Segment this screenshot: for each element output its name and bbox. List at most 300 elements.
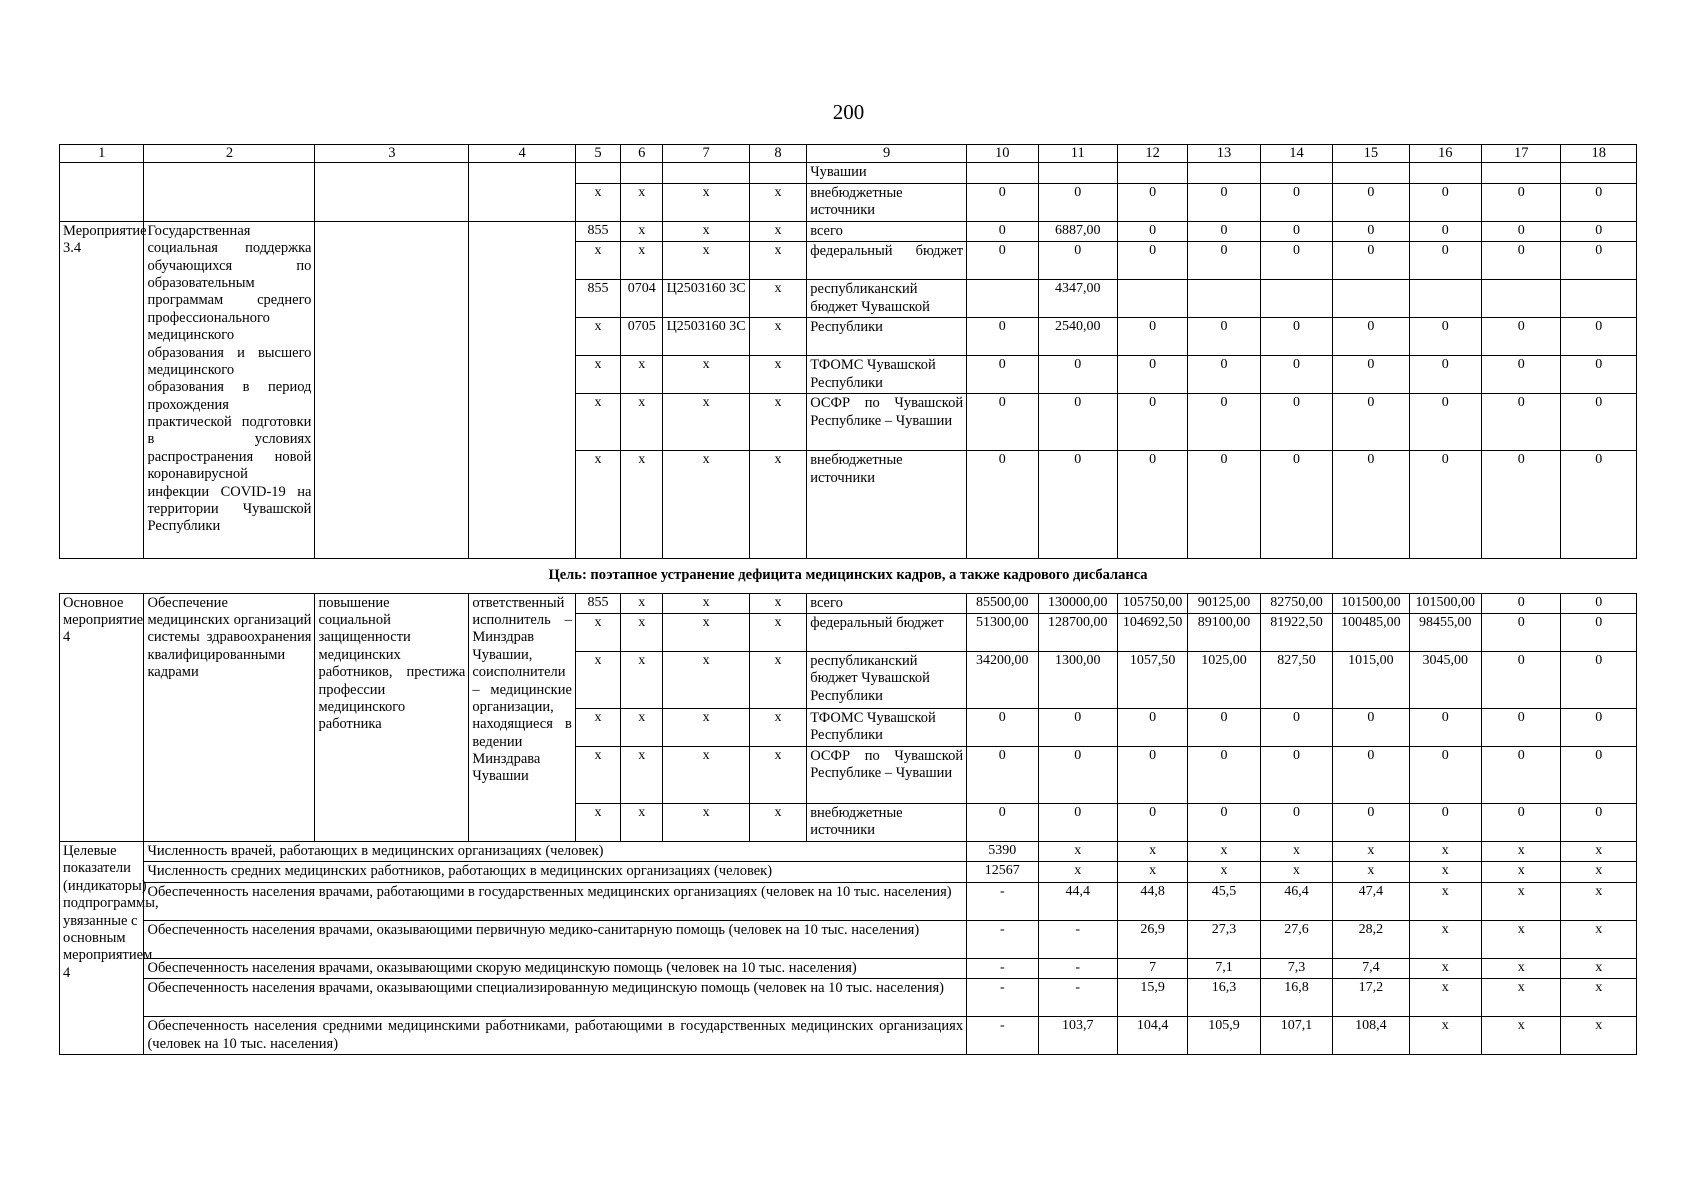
cell-value: 0 — [1117, 746, 1187, 803]
cell-expense-group: x — [749, 651, 806, 708]
cell-funding-source: внебюджетные источники — [807, 451, 967, 559]
cell-funding-source: внебюджетные источники — [807, 183, 967, 221]
cell-value: 7 — [1117, 958, 1187, 978]
cell-value: 0 — [1333, 183, 1409, 221]
header-row — [60, 145, 1637, 163]
cell-value: x — [1409, 841, 1481, 861]
cell-value: 0 — [1481, 803, 1560, 841]
cell-value: 0 — [1409, 318, 1481, 356]
table-row — [60, 593, 1637, 613]
cell-value: 0 — [1333, 394, 1409, 451]
cell-value: 108,4 — [1333, 1017, 1409, 1055]
header-cell: 9 — [807, 145, 967, 163]
cell-target-article: x — [663, 221, 749, 241]
cell-section: x — [621, 803, 663, 841]
goal-heading: Цель: поэтапное устранение дефицита медицинских кадров, а также кадрового дисбаланса — [60, 559, 1637, 593]
cell-value: 0 — [1038, 394, 1117, 451]
cell-empty — [1333, 163, 1409, 183]
cell-value: 0 — [1333, 451, 1409, 559]
cell-section: x — [621, 356, 663, 394]
cell-value: 0 — [1260, 746, 1332, 803]
cell-value: 98455,00 — [1409, 613, 1481, 651]
cell-value — [1117, 280, 1187, 318]
cell-value: 0 — [1188, 803, 1260, 841]
cell-target-article: Ц2503160 3С — [663, 280, 749, 318]
cell-indicator-text: Обеспеченность населения врачами, оказывающими первичную медико-санитарную помощь (человек на 10 тыс. населения) — [144, 920, 967, 958]
header-cell: 8 — [749, 145, 806, 163]
cell-value: 0 — [1333, 356, 1409, 394]
cell-executor: ответственный исполнитель – Минздрав Чувашии, соисполнители – медицинские организации, находящиеся в ведении Минздрава Чувашии — [469, 593, 576, 841]
cell-value: 0 — [1038, 451, 1117, 559]
cell-value: x — [1117, 862, 1187, 882]
cell-grbs: x — [575, 708, 620, 746]
cell-funding-source: всего — [807, 593, 967, 613]
cell-value: 0 — [1481, 356, 1560, 394]
cell-target-article: Ц2503160 3С — [663, 318, 749, 356]
header-cell: 5 — [575, 145, 620, 163]
cell-value: 0 — [1561, 803, 1637, 841]
cell-value: 45,5 — [1188, 882, 1260, 920]
cell-grbs: x — [575, 451, 620, 559]
cell-value: 0 — [1260, 183, 1332, 221]
cell-funding-source: республиканский бюджет Чувашской Республики — [807, 651, 967, 708]
cell-value: x — [1481, 1017, 1560, 1055]
table-row — [60, 163, 1637, 183]
cell-value — [967, 280, 1038, 318]
cell-section: x — [621, 451, 663, 559]
cell-value: x — [1409, 920, 1481, 958]
cell-value: 0 — [1409, 183, 1481, 221]
cell-funding-source: ОСФР по Чувашской Республике – Чувашии — [807, 746, 967, 803]
cell-empty — [575, 163, 620, 183]
cell-value: 104,4 — [1117, 1017, 1187, 1055]
cell-value: 0 — [1117, 221, 1187, 241]
program-table — [59, 144, 1637, 1055]
cell-funding-source: федеральный бюджет — [807, 613, 967, 651]
cell-value — [1409, 280, 1481, 318]
cell-indicator-text: Обеспеченность населения средними медицинскими работниками, работающими в государственных медицинских организациях (человек на 10 тыс. населения) — [144, 1017, 967, 1055]
cell-value: x — [1561, 862, 1637, 882]
cell-value: x — [1561, 979, 1637, 1017]
cell-value: 7,4 — [1333, 958, 1409, 978]
cell-value: - — [967, 979, 1038, 1017]
cell-target-article: x — [663, 708, 749, 746]
cell-value: 0 — [967, 221, 1038, 241]
cell-value: 0 — [967, 803, 1038, 841]
cell-value: x — [1038, 841, 1117, 861]
cell-empty — [1409, 163, 1481, 183]
cell-value: 0 — [1117, 183, 1187, 221]
table-body — [60, 145, 1637, 1055]
cell-value: x — [1333, 841, 1409, 861]
cell-empty — [967, 163, 1038, 183]
cell-section: x — [621, 394, 663, 451]
cell-value: 0 — [1481, 242, 1560, 280]
cell-grbs: x — [575, 651, 620, 708]
cell-section: x — [621, 593, 663, 613]
cell-value: x — [1481, 862, 1560, 882]
cell-empty — [144, 163, 315, 221]
cell-value: 44,8 — [1117, 882, 1187, 920]
cell-value: 3045,00 — [1409, 651, 1481, 708]
cell-value: x — [1333, 862, 1409, 882]
cell-value: 0 — [1260, 318, 1332, 356]
cell-value: 100485,00 — [1333, 613, 1409, 651]
cell-grbs: 855 — [575, 593, 620, 613]
cell-empty — [1260, 163, 1332, 183]
cell-grbs: x — [575, 394, 620, 451]
cell-value — [1188, 280, 1260, 318]
cell-value: x — [1260, 862, 1332, 882]
cell-grbs: 855 — [575, 221, 620, 241]
cell-value: 128700,00 — [1038, 613, 1117, 651]
indicator-row — [60, 979, 1637, 1017]
cell-value: - — [1038, 958, 1117, 978]
cell-value: 1025,00 — [1188, 651, 1260, 708]
cell-funding-source: всего — [807, 221, 967, 241]
cell-empty — [1561, 163, 1637, 183]
cell-value: 0 — [1188, 242, 1260, 280]
cell-value: 104692,50 — [1117, 613, 1187, 651]
cell-value: 0 — [1561, 318, 1637, 356]
cell-section: x — [621, 708, 663, 746]
cell-value: 0 — [1481, 394, 1560, 451]
cell-expense-group: x — [749, 613, 806, 651]
cell-value: 15,9 — [1117, 979, 1187, 1017]
cell-value: 0 — [1333, 746, 1409, 803]
cell-empty — [621, 163, 663, 183]
cell-value: 0 — [1561, 183, 1637, 221]
cell-value: 0 — [1188, 183, 1260, 221]
cell-value: 0 — [1561, 221, 1637, 241]
cell-value: 46,4 — [1260, 882, 1332, 920]
cell-target-article: x — [663, 651, 749, 708]
cell-value: 130000,00 — [1038, 593, 1117, 613]
cell-value — [1260, 280, 1332, 318]
cell-grbs: x — [575, 746, 620, 803]
cell-value: 0 — [1117, 708, 1187, 746]
cell-value: 0 — [1188, 746, 1260, 803]
cell-value: 0 — [1038, 803, 1117, 841]
cell-value: 47,4 — [1333, 882, 1409, 920]
cell-funding-source: внебюджетные источники — [807, 803, 967, 841]
cell-value: 90125,00 — [1188, 593, 1260, 613]
cell-value: - — [967, 1017, 1038, 1055]
cell-empty — [60, 163, 144, 221]
cell-value: 0 — [1333, 708, 1409, 746]
header-cell: 4 — [469, 145, 576, 163]
header-cell: 18 — [1561, 145, 1637, 163]
page-number: 200 — [832, 100, 865, 124]
cell-value: 0 — [1188, 451, 1260, 559]
cell-value: 0 — [1038, 708, 1117, 746]
cell-value: 0 — [1409, 394, 1481, 451]
cell-value — [1333, 280, 1409, 318]
cell-empty — [1038, 163, 1117, 183]
cell-value: - — [1038, 979, 1117, 1017]
cell-value: 0 — [1481, 613, 1560, 651]
indicator-row — [60, 1017, 1637, 1055]
cell-value: 0 — [967, 318, 1038, 356]
cell-measure-name: Государственная социальная поддержка обучающихся по образовательным программам среднего профессионального медицинского образования и высшего медицинского образования в период прохождения практической подготовки в условиях распространения новой коронавирусной инфекции COVID-19 на территории Чувашской Республики — [144, 221, 315, 558]
cell-indicator-text: Обеспеченность населения врачами, оказывающими скорую медицинскую помощь (человек на 10 тыс. населения) — [144, 958, 967, 978]
cell-value: 0 — [1481, 746, 1560, 803]
indicator-row — [60, 958, 1637, 978]
cell-section: 0705 — [621, 318, 663, 356]
cell-value: 0 — [1333, 242, 1409, 280]
header-cell: 11 — [1038, 145, 1117, 163]
cell-funding-source: Республики — [807, 318, 967, 356]
cell-value: 0 — [967, 356, 1038, 394]
cell-value: 0 — [1038, 356, 1117, 394]
cell-value: 0 — [1561, 708, 1637, 746]
cell-value: 0 — [967, 183, 1038, 221]
cell-expense-group: x — [749, 318, 806, 356]
cell-value: 0 — [1188, 356, 1260, 394]
cell-value: 0 — [1409, 708, 1481, 746]
cell-value: 0 — [967, 451, 1038, 559]
cell-section: x — [621, 651, 663, 708]
header-cell: 2 — [144, 145, 315, 163]
cell-value: - — [967, 958, 1038, 978]
cell-value: 101500,00 — [1409, 593, 1481, 613]
cell-grbs: x — [575, 318, 620, 356]
cell-expense-group: x — [749, 394, 806, 451]
cell-target-article: x — [663, 613, 749, 651]
header-cell: 1 — [60, 145, 144, 163]
cell-expense-group: x — [749, 242, 806, 280]
header-cell: 7 — [663, 145, 749, 163]
header-cell: 3 — [315, 145, 469, 163]
cell-value: 17,2 — [1333, 979, 1409, 1017]
cell-grbs: x — [575, 356, 620, 394]
cell-section: x — [621, 242, 663, 280]
cell-value: 0 — [1260, 451, 1332, 559]
cell-value: 0 — [1188, 318, 1260, 356]
cell-expected-result: повышение социальной защищенности медицинских работников, престижа профессии медицинского работника — [315, 593, 469, 841]
cell-value: 0 — [1409, 242, 1481, 280]
cell-value: 0 — [1188, 221, 1260, 241]
cell-value: 7,3 — [1260, 958, 1332, 978]
cell-value: 0 — [1481, 593, 1560, 613]
cell-value: 0 — [1333, 221, 1409, 241]
cell-empty — [663, 163, 749, 183]
cell-value: 0 — [1117, 356, 1187, 394]
cell-value: 0 — [1260, 356, 1332, 394]
cell-value: 0 — [1260, 394, 1332, 451]
cell-value: 0 — [1333, 803, 1409, 841]
cell-value: 0 — [1117, 242, 1187, 280]
cell-value: 0 — [1561, 651, 1637, 708]
cell-grbs: x — [575, 613, 620, 651]
cell-funding-source: ОСФР по Чувашской Республике – Чувашии — [807, 394, 967, 451]
header-cell: 14 — [1260, 145, 1332, 163]
cell-value: 0 — [1260, 242, 1332, 280]
cell-measure-name: Обеспечение медицинских организаций системы здравоохранения квалифицированными кадрами — [144, 593, 315, 841]
header-cell: 16 — [1409, 145, 1481, 163]
indicator-row — [60, 882, 1637, 920]
cell-value: 0 — [967, 242, 1038, 280]
cell-value: 0 — [1038, 242, 1117, 280]
cell-value: 51300,00 — [967, 613, 1038, 651]
cell-value: x — [1409, 958, 1481, 978]
cell-value: 1300,00 — [1038, 651, 1117, 708]
cell-target-article: x — [663, 451, 749, 559]
cell-section: x — [621, 613, 663, 651]
cell-indicator-text: Численность врачей, работающих в медицинских организациях (человек) — [144, 841, 967, 861]
cell-expense-group: x — [749, 451, 806, 559]
cell-value: x — [1481, 958, 1560, 978]
cell-value: x — [1481, 920, 1560, 958]
cell-value: 1015,00 — [1333, 651, 1409, 708]
cell-value: 0 — [967, 394, 1038, 451]
cell-value: 26,9 — [1117, 920, 1187, 958]
cell-value: 0 — [1038, 746, 1117, 803]
cell-empty — [315, 221, 469, 558]
cell-value: 89100,00 — [1188, 613, 1260, 651]
cell-value: 6887,00 — [1038, 221, 1117, 241]
cell-value: 105750,00 — [1117, 593, 1187, 613]
cell-value: 105,9 — [1188, 1017, 1260, 1055]
cell-grbs: x — [575, 803, 620, 841]
cell-value: 27,3 — [1188, 920, 1260, 958]
cell-value — [1481, 280, 1560, 318]
cell-value: x — [1409, 1017, 1481, 1055]
cell-value: 85500,00 — [967, 593, 1038, 613]
cell-indicator-text: Обеспеченность населения врачами, работающими в государственных медицинских организациях (человек на 10 тыс. населения) — [144, 882, 967, 920]
cell-value: 0 — [1333, 318, 1409, 356]
cell-value: 103,7 — [1038, 1017, 1117, 1055]
cell-expense-group: x — [749, 803, 806, 841]
cell-value: 82750,00 — [1260, 593, 1332, 613]
cell-value: 0 — [1481, 451, 1560, 559]
cell-value: - — [967, 882, 1038, 920]
cell-target-article: x — [663, 593, 749, 613]
goal-row — [60, 559, 1637, 593]
cell-value: - — [1038, 920, 1117, 958]
cell-value: x — [1038, 862, 1117, 882]
cell-funding-source: республиканский бюджет Чувашской — [807, 280, 967, 318]
header-cell: 15 — [1333, 145, 1409, 163]
cell-indicator-text: Численность средних медицинских работников, работающих в медицинских организациях (человек) — [144, 862, 967, 882]
cell-value: 28,2 — [1333, 920, 1409, 958]
cell-section: 0704 — [621, 280, 663, 318]
indicator-row — [60, 862, 1637, 882]
cell-value: 0 — [1561, 746, 1637, 803]
cell-value: x — [1561, 920, 1637, 958]
cell-target-article: x — [663, 746, 749, 803]
cell-section: x — [621, 221, 663, 241]
cell-value: x — [1260, 841, 1332, 861]
cell-value — [1561, 280, 1637, 318]
cell-empty — [1117, 163, 1187, 183]
cell-target-article: x — [663, 183, 749, 221]
header-cell: 17 — [1481, 145, 1560, 163]
cell-value: x — [1188, 862, 1260, 882]
cell-value: 0 — [1481, 318, 1560, 356]
cell-value: 16,3 — [1188, 979, 1260, 1017]
cell-value: 34200,00 — [967, 651, 1038, 708]
cell-value: x — [1561, 882, 1637, 920]
header-cell: 12 — [1117, 145, 1187, 163]
cell-value: 0 — [1561, 593, 1637, 613]
cell-value: 0 — [1038, 183, 1117, 221]
cell-target-article: x — [663, 356, 749, 394]
cell-funding-source: федеральный бюджет — [807, 242, 967, 280]
cell-funding-source: ТФОМС Чувашской Республики — [807, 708, 967, 746]
cell-value: 27,6 — [1260, 920, 1332, 958]
cell-value: 0 — [1561, 356, 1637, 394]
cell-expense-group: x — [749, 280, 806, 318]
header-cell: 10 — [967, 145, 1038, 163]
cell-source-continuation: Чувашии — [807, 163, 967, 183]
cell-value: x — [1409, 882, 1481, 920]
table-row — [60, 221, 1637, 241]
cell-value: 0 — [1561, 394, 1637, 451]
cell-value: 0 — [1260, 221, 1332, 241]
indicator-row — [60, 841, 1637, 861]
cell-indicators-label: Целевые показатели (индикаторы) подпрограммы, увязанные с основным мероприятием 4 — [60, 841, 144, 1054]
cell-funding-source: ТФОМС Чувашской Республики — [807, 356, 967, 394]
cell-empty — [469, 221, 576, 558]
cell-value: 0 — [1117, 318, 1187, 356]
cell-expense-group: x — [749, 593, 806, 613]
cell-indicator-text: Обеспеченность населения врачами, оказывающими специализированную медицинскую помощь (человек на 10 тыс. населения) — [144, 979, 967, 1017]
cell-section: x — [621, 183, 663, 221]
cell-value: 827,50 — [1260, 651, 1332, 708]
cell-grbs: x — [575, 242, 620, 280]
cell-value: 0 — [1117, 803, 1187, 841]
cell-value: 0 — [1117, 394, 1187, 451]
cell-target-article: x — [663, 242, 749, 280]
cell-value: 0 — [1481, 183, 1560, 221]
cell-value: 4347,00 — [1038, 280, 1117, 318]
cell-expense-group: x — [749, 221, 806, 241]
header-cell: 6 — [621, 145, 663, 163]
cell-empty — [749, 163, 806, 183]
cell-value: 44,4 — [1038, 882, 1117, 920]
cell-value: 81922,50 — [1260, 613, 1332, 651]
cell-empty — [315, 163, 469, 221]
cell-value: x — [1481, 979, 1560, 1017]
cell-empty — [1188, 163, 1260, 183]
cell-value: 0 — [1260, 708, 1332, 746]
cell-value: 0 — [1117, 451, 1187, 559]
cell-value: 0 — [1561, 451, 1637, 559]
cell-value: x — [1561, 1017, 1637, 1055]
cell-measure-label: Основное мероприятие 4 — [60, 593, 144, 841]
cell-value: 5390 — [967, 841, 1038, 861]
cell-value: 2540,00 — [1038, 318, 1117, 356]
cell-target-article: x — [663, 803, 749, 841]
cell-value: 0 — [967, 708, 1038, 746]
cell-value: 16,8 — [1260, 979, 1332, 1017]
cell-value: x — [1188, 841, 1260, 861]
cell-value: x — [1561, 841, 1637, 861]
cell-value: x — [1409, 979, 1481, 1017]
cell-value: 0 — [1409, 803, 1481, 841]
cell-expense-group: x — [749, 746, 806, 803]
cell-value: 0 — [1481, 221, 1560, 241]
cell-value: 0 — [1409, 356, 1481, 394]
cell-value: x — [1117, 841, 1187, 861]
cell-value: 0 — [1409, 451, 1481, 559]
cell-expense-group: x — [749, 708, 806, 746]
cell-value: 101500,00 — [1333, 593, 1409, 613]
cell-value: 0 — [1561, 242, 1637, 280]
header-cell: 13 — [1188, 145, 1260, 163]
cell-value: 0 — [1409, 221, 1481, 241]
